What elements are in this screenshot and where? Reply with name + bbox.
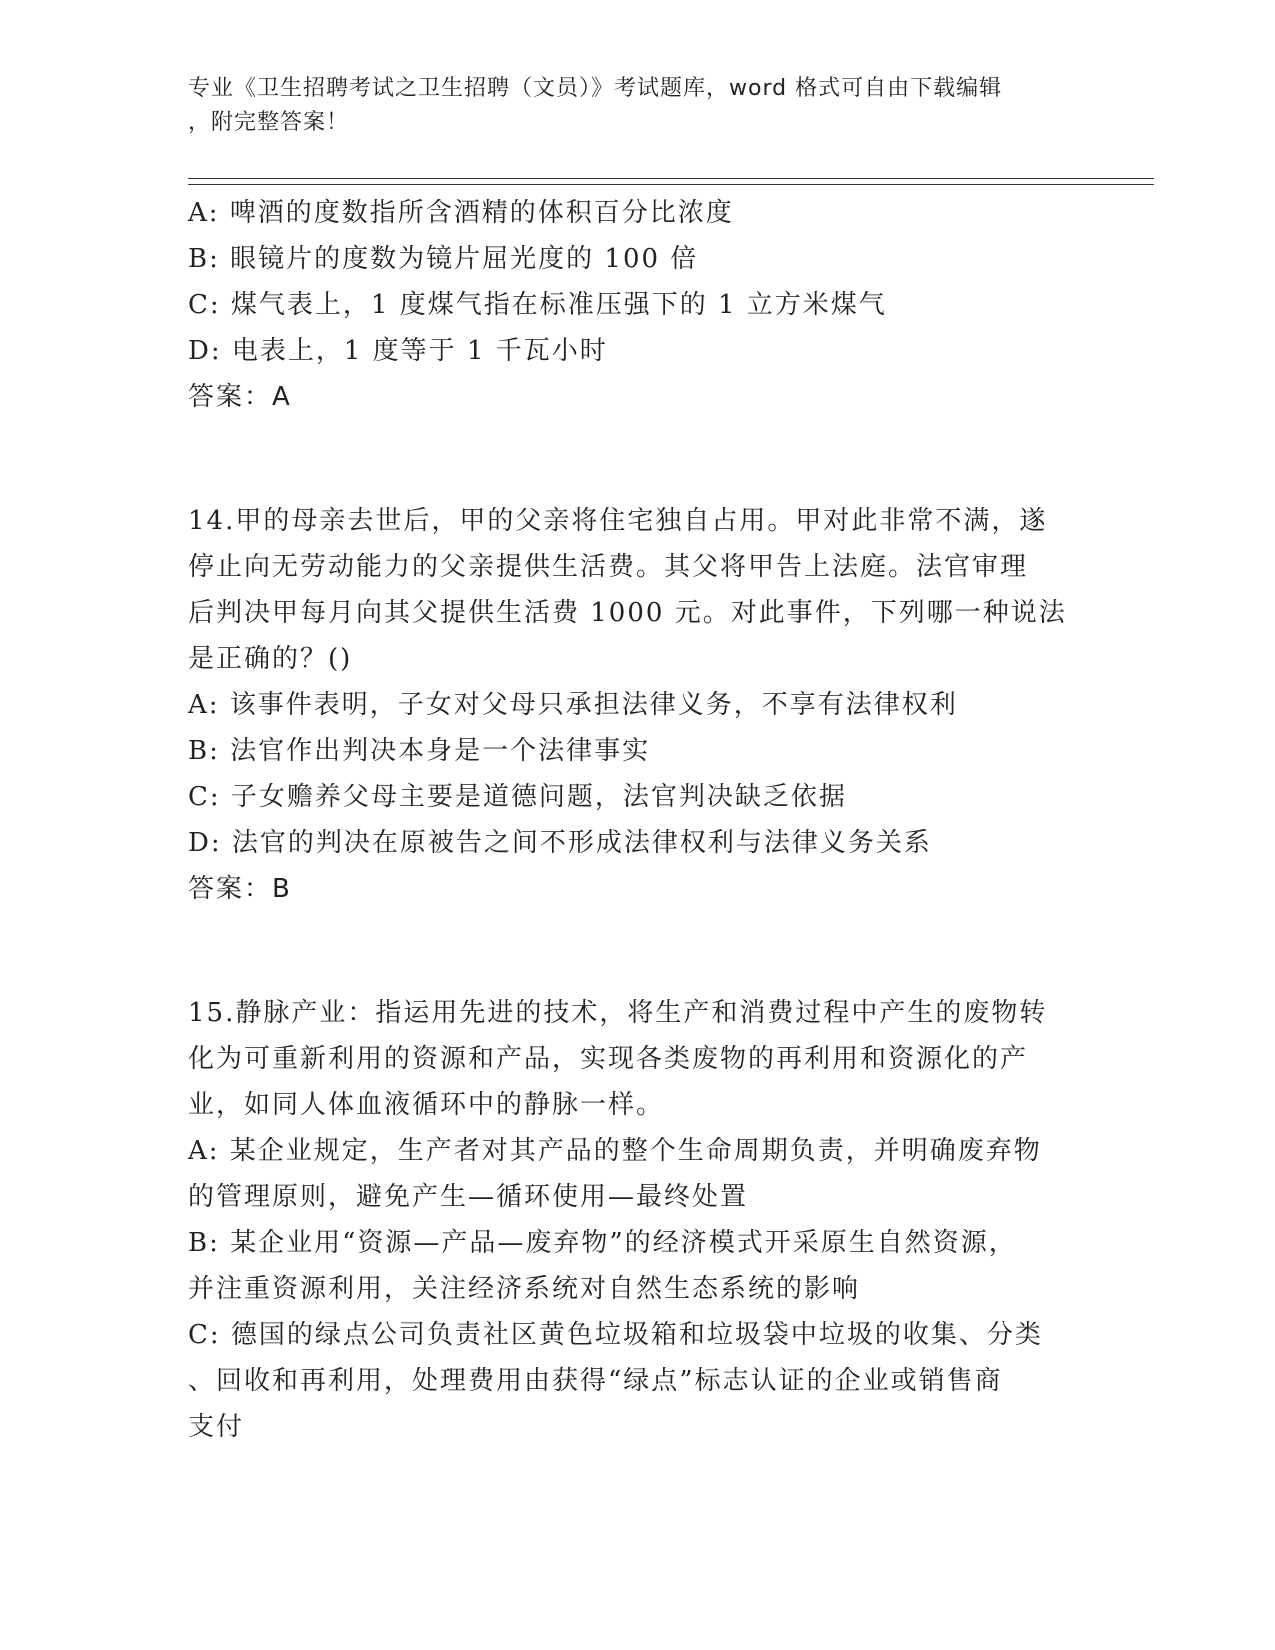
question-15 — [188, 990, 1088, 1450]
q14-stem-line-1: 14.甲的母亲去世后，甲的父亲将住宅独自占用。甲对此非常不满，遂 — [188, 506, 1048, 536]
q15-stem-line-3: 业，如同人体血液循环中的静脉一样。 — [188, 1090, 665, 1120]
q14-stem-line-4: 是正确的？() — [188, 644, 353, 674]
q15-option-c-line-3: 支付 — [188, 1412, 245, 1442]
q14-stem-line-3: 后判决甲每月向其父提供生活费 1000 元。对此事件，下列哪一种说法 — [188, 598, 1067, 628]
q15-stem-line-1: 15.静脉产业：指运用先进的技术，将生产和消费过程中产生的废物转 — [188, 998, 1048, 1028]
document-header — [188, 72, 1088, 140]
q13-option-c: C: 煤气表上，1 度煤气指在标准压强下的 1 立方米煤气 — [188, 290, 887, 320]
q15-option-b-line-2: 并注重资源利用，关注经济系统对自然生态系统的影响 — [188, 1274, 861, 1304]
q14-option-d: D: 法官的判决在原被告之间不形成法律权利与法律义务关系 — [188, 828, 932, 858]
q13-option-a: A: 啤酒的度数指所含酒精的体积百分比浓度 — [188, 198, 734, 228]
q14-answer: 答案：B — [188, 874, 292, 904]
question-13 — [188, 190, 1088, 420]
q14-stem-line-2: 停止向无劳动能力的父亲提供生活费。其父将甲告上法庭。法官审理 — [188, 552, 1029, 582]
q15-option-c-line-2: 、回收和再利用，处理费用由获得“绿点”标志认证的企业或销售商 — [188, 1366, 1003, 1396]
q15-option-b-line-1: B: 某企业用“资源—产品—废弃物”的经济模式开采原生自然资源， — [188, 1228, 1017, 1258]
question-14 — [188, 498, 1088, 912]
q15-option-a-line-2: 的管理原则，避免产生—循环使用—最终处置 — [188, 1182, 749, 1212]
q15-option-a-line-1: A: 某企业规定，生产者对其产品的整个生命周期负责，并明确废弃物 — [188, 1136, 1042, 1166]
document-body — [188, 190, 1088, 1450]
header-line-1: 专业《卫生招聘考试之卫生招聘（文员）》考试题库，word 格式可自由下载编辑 — [188, 76, 1003, 101]
q14-option-b: B: 法官作出判决本身是一个法律事实 — [188, 736, 651, 766]
q15-option-c-line-1: C: 德国的绿点公司负责社区黄色垃圾箱和垃圾袋中垃圾的收集、分类 — [188, 1320, 1043, 1350]
header-line-2: ，附完整答案！ — [188, 110, 350, 135]
q14-option-a: A: 该事件表明，子女对父母只承担法律义务，不享有法律权利 — [188, 690, 958, 720]
header-divider-bottom — [188, 184, 1154, 185]
header-divider-top — [188, 178, 1154, 179]
q14-option-c: C: 子女赡养父母主要是道德问题，法官判决缺乏依据 — [188, 782, 847, 812]
q13-option-d: D: 电表上，1 度等于 1 千瓦小时 — [188, 336, 608, 366]
q13-answer: 答案：A — [188, 382, 292, 412]
q13-option-b: B: 眼镜片的度数为镜片屈光度的 100 倍 — [188, 244, 699, 274]
q15-stem-line-2: 化为可重新利用的资源和产品，实现各类废物的再利用和资源化的产 — [188, 1044, 1029, 1074]
